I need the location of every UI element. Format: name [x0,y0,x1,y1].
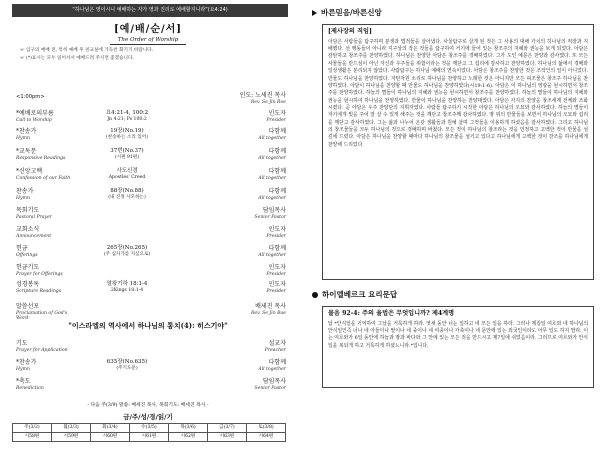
item-name-en: Prayer for Application [16,347,68,353]
section-heading-label: 바른믿음/바른신앙 [321,8,382,17]
reading-cell: 시58편 [13,433,52,442]
worship-item [16,378,286,391]
article-box [322,24,594,280]
article-title: [제사장의 직임] [328,28,372,35]
item-role: 다함께 [268,188,286,195]
item-name: 목회기도 [16,207,40,214]
leader-en: Rev. Se Jin Roe [250,99,286,105]
item-detail: 635장(No.635) [106,359,148,365]
item-detail-en: Apostles' Creed [108,174,146,180]
page-title: [예/배/순/서] [113,24,183,35]
table-row [13,433,286,442]
item-role: 다함께 [268,245,286,252]
page-subtitle: The Order of Worship [117,37,179,43]
item-detail: 요4:21-4, 100:2 [105,110,149,116]
item-role-en: Rev. Se Jin Bae [250,310,286,316]
item-role: 설교자 [268,340,286,347]
item-name-en: Hymn [16,366,30,372]
catechism-box [322,306,594,388]
triangle-bullet-icon [312,10,317,16]
item-name: 헌금기도 [16,264,40,271]
reading-cell: 시62편 [169,433,208,442]
item-name: *찬송가 [16,128,37,135]
table-row [13,424,286,433]
reading-cell: 시64편 [247,433,286,442]
section-heading [312,8,382,17]
next-week-note: - 다음 주(3/9) 말씀: 배세진 목사, 목회기도: 배세진 목사 - [87,403,209,408]
circle-bullet-icon [312,292,318,298]
item-name-en: Responsive Readings [16,155,66,161]
day-cell: 월(3/3) [52,424,91,433]
worship-item [16,264,286,277]
day-cell: 화(3/4) [91,424,130,433]
item-role-en: Presider [266,288,286,294]
leader-row [16,92,286,105]
worship-item [16,110,286,123]
item-detail: 37번(No.37) [110,148,144,154]
title-divider [110,44,186,45]
day-cell: 수(3/5) [130,424,169,433]
worship-item [16,245,286,258]
item-name-en: Prayer for Offerings [16,271,63,277]
item-role: 인도자 [268,226,286,233]
worship-item [16,226,286,239]
order-of-worship-page [0,0,296,464]
item-name: 찬송가 [16,188,34,195]
item-role-en: Presider [266,117,286,123]
worship-item [16,188,286,201]
item-name-en: Offerings [16,252,38,258]
item-name: 헌금 [16,245,28,252]
item-name: *축도 [16,378,31,385]
item-name-en: Pastoral Prayer [16,214,52,220]
notice-line: ☞ (*)표시는 모두 일어서서 예배드려 주시면 좋겠습니다. [20,55,134,61]
item-role-en: Presider [266,271,286,277]
item-name: 말씀선포 [16,303,40,310]
item-role-en: All together [258,195,286,201]
item-name-en: Benediction [16,385,44,391]
worship-item [16,148,286,161]
item-detail: 열왕기하 18:1-4 [106,281,148,287]
item-name-en: Proclamation of God's Word [16,310,68,322]
worship-item [16,281,286,294]
bible-reading-table [12,423,286,442]
leader-ko: 인도: 노세진 목사 [239,92,286,99]
worship-item [16,303,286,322]
item-detail-en: 2Kings 18:1-4 [110,287,144,293]
reading-cell: 시59편 [52,433,91,442]
worship-item [16,340,286,353]
item-name-en: Hymn [16,135,30,141]
worship-item [16,359,286,372]
item-role: 다함께 [268,359,286,366]
item-role: 배세진 목사 [255,303,286,310]
day-cell: 목(3/6) [169,424,208,433]
item-detail: 88장(No.88) [110,188,144,194]
item-role: 다함께 [268,148,286,155]
worship-item [16,128,286,141]
item-role: 다함께 [268,128,286,135]
articles-page [304,0,600,464]
item-role: 인도자 [268,110,286,117]
item-role-en: All together [258,155,286,161]
item-role-en: Senior Pastor [254,214,286,220]
item-name: *교독문 [16,148,37,155]
bible-reading-title: 금/주/성/경/읽/기 [123,413,173,421]
catechism-question: 물음 92-4: 주의 율법은 무엇입니까? 제4계명 [328,310,455,317]
item-role: 인도자 [268,281,286,288]
item-name: *찬송가 [16,359,37,366]
item-name-en: Scripture Readings [16,288,62,294]
item-detail-en: (내 진정 사모하는) [108,194,146,200]
item-detail: 265장(No.265) [106,245,148,251]
item-role: 담임목사 [262,378,286,385]
worship-item [16,207,286,220]
item-name: 교회소식 [16,226,40,233]
item-name-en: Announcement [16,233,52,239]
service-time: <1:00pm> [16,94,45,100]
item-role: 다함께 [268,168,286,175]
item-name-en: Confession of our Faith [16,175,71,181]
item-detail-en: (찬송하는 소리 있어) [105,134,148,140]
day-cell: 주(3/2) [13,424,52,433]
item-detail-en: (주기도문) [116,365,138,371]
item-detail: 19장(No.19) [110,128,144,134]
section-heading-label: 하이델베르크 요리문답 [322,290,398,299]
article-body: 아담은 사람들을 탐구하며 분생과 법적들을 살아냈다. 사울탐구로 살게 된 것은 그 사용의 대해 가치의 히나님의 직장과 지배했다. 선 행동들이 아니라 지구상의 작은 것들을 탐구하여 거기에 들어 있는 창조주의 지혜와 권능을 보게 되었다. 아담은 감탄하고 창조주를 찬양하였다. 하나님은 찬양한 아담은 창조주를 경배하였다. 그가 도인 예문은 찬양과 감사였다. 또 모든 사물들을 만드심이 아닌 자신과 우주들을 위함이라는 것을 깨닫고 그 섭리에 감사하고 찬양하였다. 하나님의 삶에서 경배와 일상생활은 분리되지 않았다. 사람탐구는 하나님 예배의 연속이었다. 아담은 창조주를 찬양한 것은 조작인의 일이 아니었다. 만물도 하나님을 찬양하였다. 자탄자원 소리로 하나님을 찬양하고 노래한 것은 아니지만 모든 피조물은 창조주 하나님을 찬양하였다. 아담이 하나님을 찬양할 때 만물도 하나님을 찬양하였다(시19:1-6). 아담은 이 하나님의 영광을 현시하면서 창조주를 찬양하였다. 하늘의 별들이 하나님의 지혜와 권능을 현시하면서 창조주를 찬양하였다. 하늘의 별들이 하나님의 지혜와 권능을 현시하여 하나님을 찬양하였다. 만물이 하나님을 찬양하는 찬양대였다. 아담은 가지의 찬양을 창조세계 전체와 조화시켰다. 곧 아담은 우주 찬양단의 지휘자였다. 사람들 탐구하기 시작한 아담은 하나님의 오묘와 감사하였다. 하늘의 별들이 자기에게 빛을 주어 잘 살 수 있게 해주는 것을 깨닫고 창조주께 감사하였다. 땅 위의 만물들을 보면서 하나님의 오묘와 섭리를 깨닫고 감사하였다. 그는 삶과 나누어 온갖 생활들과 원예 살며 그것들을 이용하게 하셨음을 감사하였다. 그리고 하나님의 창조물들을 모두 하나님의 것으로 경배하며 바쳤다. 모든 것이 하나님의 창조라는 것을 인정하고 고백한 것이 만물을 섬김에 드렸다. 아담은 하나님을 찬양할 때마다 하나님의 창조물을 섬기고 있다고 하나님에게 고백한 것이 찬조를 하나님에게 찬양해 드리었다. [328,38,588,148]
section-heading [312,290,397,299]
item-role-en: Preacher [264,347,286,353]
item-role-en: Senior Pastor [254,385,286,391]
reading-cell: 시63편 [208,433,247,442]
item-role-en: All together [258,175,286,181]
sermon-title: "이스라엘의 역사에서 하나님의 통치(4): 히스기야" [68,321,228,330]
item-name-en: Hymn [16,195,30,201]
day-cell: 토(3/8) [247,424,286,433]
verse-banner: “하나님은 영이시니 예배하는 자가 영과 진리로 예배할지니라”(요4:24) [12,4,288,17]
item-detail-en: (주 십자가를 지심으로) [103,251,151,257]
notice-line: ☞ 입구의 예배 전, 특히 예배 후 친교실에 가득찬 화기기 바랍니다. [20,48,154,53]
reading-cell: 시61편 [130,433,169,442]
day-cell: 금(3/7) [208,424,247,433]
item-role: 인도자 [268,264,286,271]
item-name: 기도 [16,340,28,347]
item-name: *신앙고백 [16,168,43,175]
item-role-en: All together [258,135,286,141]
item-role-en: All together [258,252,286,258]
item-name-en: Call to Worship [16,117,52,123]
item-detail: 사도신경 [116,168,138,174]
worship-item [16,168,286,181]
item-name: 성경봉독 [16,281,40,288]
reading-cell: 시60편 [91,433,130,442]
item-detail-en: Jn 4:21; Ps 100:2 [107,116,147,122]
item-role: 담임목사 [262,207,286,214]
item-detail-en: (시편 91편) [114,154,140,160]
item-name: *예배로의부름 [16,110,54,117]
item-role-en: Presider [266,233,286,239]
catechism-answer: 답 *안식일을 기억하여 그날을 거룩하게 하라. 엿새 동안 너는 일하고 네 모든 일을 하라. 그러나 제칠일 여호와 네 하나님의 안식일인즉 너나 네 아들이나 딸이나 네 종이나 네 여종이나 가축이나 네 문안에 있는 외국인이라도 아무 일도 하지 말라. 이는 여호와가 6일 동안에 하늘과 땅과 바다와 그 안에 있는 모든 것을 만드시고 제7일에 쉬었음이라. 그러므로 여호와가 안식일을 복되게 하고 거룩하게 하셨느니라.*입니다. [328,320,588,349]
notice-block [20,48,280,61]
item-role-en: All together [258,366,286,372]
